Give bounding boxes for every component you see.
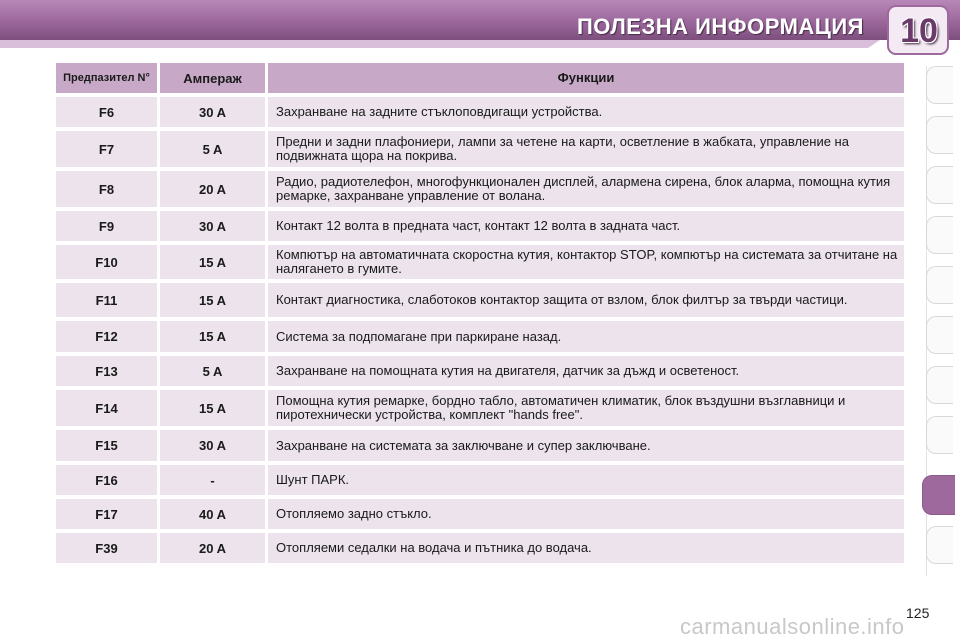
fuse-number: F17 (56, 499, 157, 529)
fuse-function: Система за подпомагане при паркиране назад. (268, 321, 904, 352)
chapter-tab[interactable] (926, 366, 953, 404)
fuse-number: F15 (56, 430, 157, 461)
table-row (56, 465, 904, 495)
fuse-amperage: 30 A (160, 97, 265, 127)
fuse-amperage: 20 A (160, 533, 265, 563)
fuse-function: Радио, радиотелефон, многофункционален дисплей, алармена сирена, блок аларма, помощна кутия ремарке, захранване управление от волана. (268, 171, 904, 207)
fuse-number: F7 (56, 131, 157, 167)
fuse-amperage: 15 A (160, 283, 265, 317)
fuse-amperage: 15 A (160, 321, 265, 352)
chapter-tab[interactable] (926, 166, 953, 204)
fuse-function: Отопляемо задно стъкло. (268, 499, 904, 529)
column-header-functions: Функции (268, 63, 904, 93)
table-row (56, 390, 904, 426)
table-row (56, 283, 904, 317)
table-row (56, 245, 904, 279)
fuse-number: F9 (56, 211, 157, 241)
fuse-number: F6 (56, 97, 157, 127)
column-header-fuse: Предпазител N° (56, 63, 157, 93)
fuse-number: F39 (56, 533, 157, 563)
fuse-function: Захранване на системата за заключване и супер заключване. (268, 430, 904, 461)
fuse-amperage: 20 A (160, 171, 265, 207)
fuse-function: Захранване на задните стъклоповдигащи устройства. (268, 97, 904, 127)
table-row (56, 97, 904, 127)
table-row (56, 131, 904, 167)
fuse-amperage: 5 A (160, 356, 265, 386)
fuse-number: F13 (56, 356, 157, 386)
chapter-tab[interactable] (926, 526, 953, 564)
fuse-amperage: 5 A (160, 131, 265, 167)
table-header-row (56, 63, 904, 93)
fuse-number: F8 (56, 171, 157, 207)
fuse-amperage: 15 A (160, 245, 265, 279)
chapter-tabs (926, 66, 960, 576)
fuse-function: Контакт 12 волта в предната част, контакт 12 волта в задната част. (268, 211, 904, 241)
page-number: 125 (906, 605, 930, 621)
column-header-amperage: Ампераж (160, 63, 265, 93)
fuse-amperage: 15 A (160, 390, 265, 426)
chapter-tab[interactable] (926, 266, 953, 304)
watermark: carmanualsonline.info (680, 614, 905, 639)
page-header (0, 0, 960, 56)
fuse-number: F10 (56, 245, 157, 279)
table-row (56, 499, 904, 529)
fuse-function: Помощна кутия ремарке, бордно табло, автоматичен климатик, блок въздушни възглавници и пиротехнически устройства, комплект "hands free". (268, 390, 904, 426)
chapter-tab[interactable] (926, 216, 953, 254)
chapter-tab[interactable] (926, 316, 953, 354)
chapter-tab[interactable] (926, 116, 953, 154)
fuse-table (56, 63, 904, 567)
fuse-function: Захранване на помощната кутия на двигателя, датчик за дъжд и осветеност. (268, 356, 904, 386)
table-row (56, 321, 904, 352)
fuse-function: Контакт диагностика, слаботоков контактор защита от взлом, блок филтър за твърди частици. (268, 283, 904, 317)
table-row (56, 211, 904, 241)
fuse-function: Отопляеми седалки на водача и пътника до водача. (268, 533, 904, 563)
fuse-amperage: 30 A (160, 211, 265, 241)
fuse-amperage: - (160, 465, 265, 495)
fuse-amperage: 40 A (160, 499, 265, 529)
fuse-number: F11 (56, 283, 157, 317)
chapter-tab-active[interactable] (922, 475, 955, 515)
table-row (56, 171, 904, 207)
fuse-number: F12 (56, 321, 157, 352)
table-row (56, 356, 904, 386)
table-row (56, 430, 904, 461)
fuse-function: Предни и задни плафониери, лампи за четене на карти, осветление в жабката, управление на подвижната щора на покрива. (268, 131, 904, 167)
chapter-tab[interactable] (926, 416, 953, 454)
fuse-number: F16 (56, 465, 157, 495)
chapter-badge: 10 (900, 12, 938, 50)
table-row (56, 533, 904, 563)
fuse-function: Шунт ПАРК. (268, 465, 904, 495)
fuse-function: Компютър на автоматичната скоростна кутия, контактор STOP, компютър на системата за отчитане на налягането в гумите. (268, 245, 904, 279)
chapter-tab[interactable] (926, 66, 953, 104)
fuse-amperage: 30 A (160, 430, 265, 461)
page-title: ПОЛЕЗНА ИНФОРМАЦИЯ (576, 14, 864, 39)
fuse-number: F14 (56, 390, 157, 426)
